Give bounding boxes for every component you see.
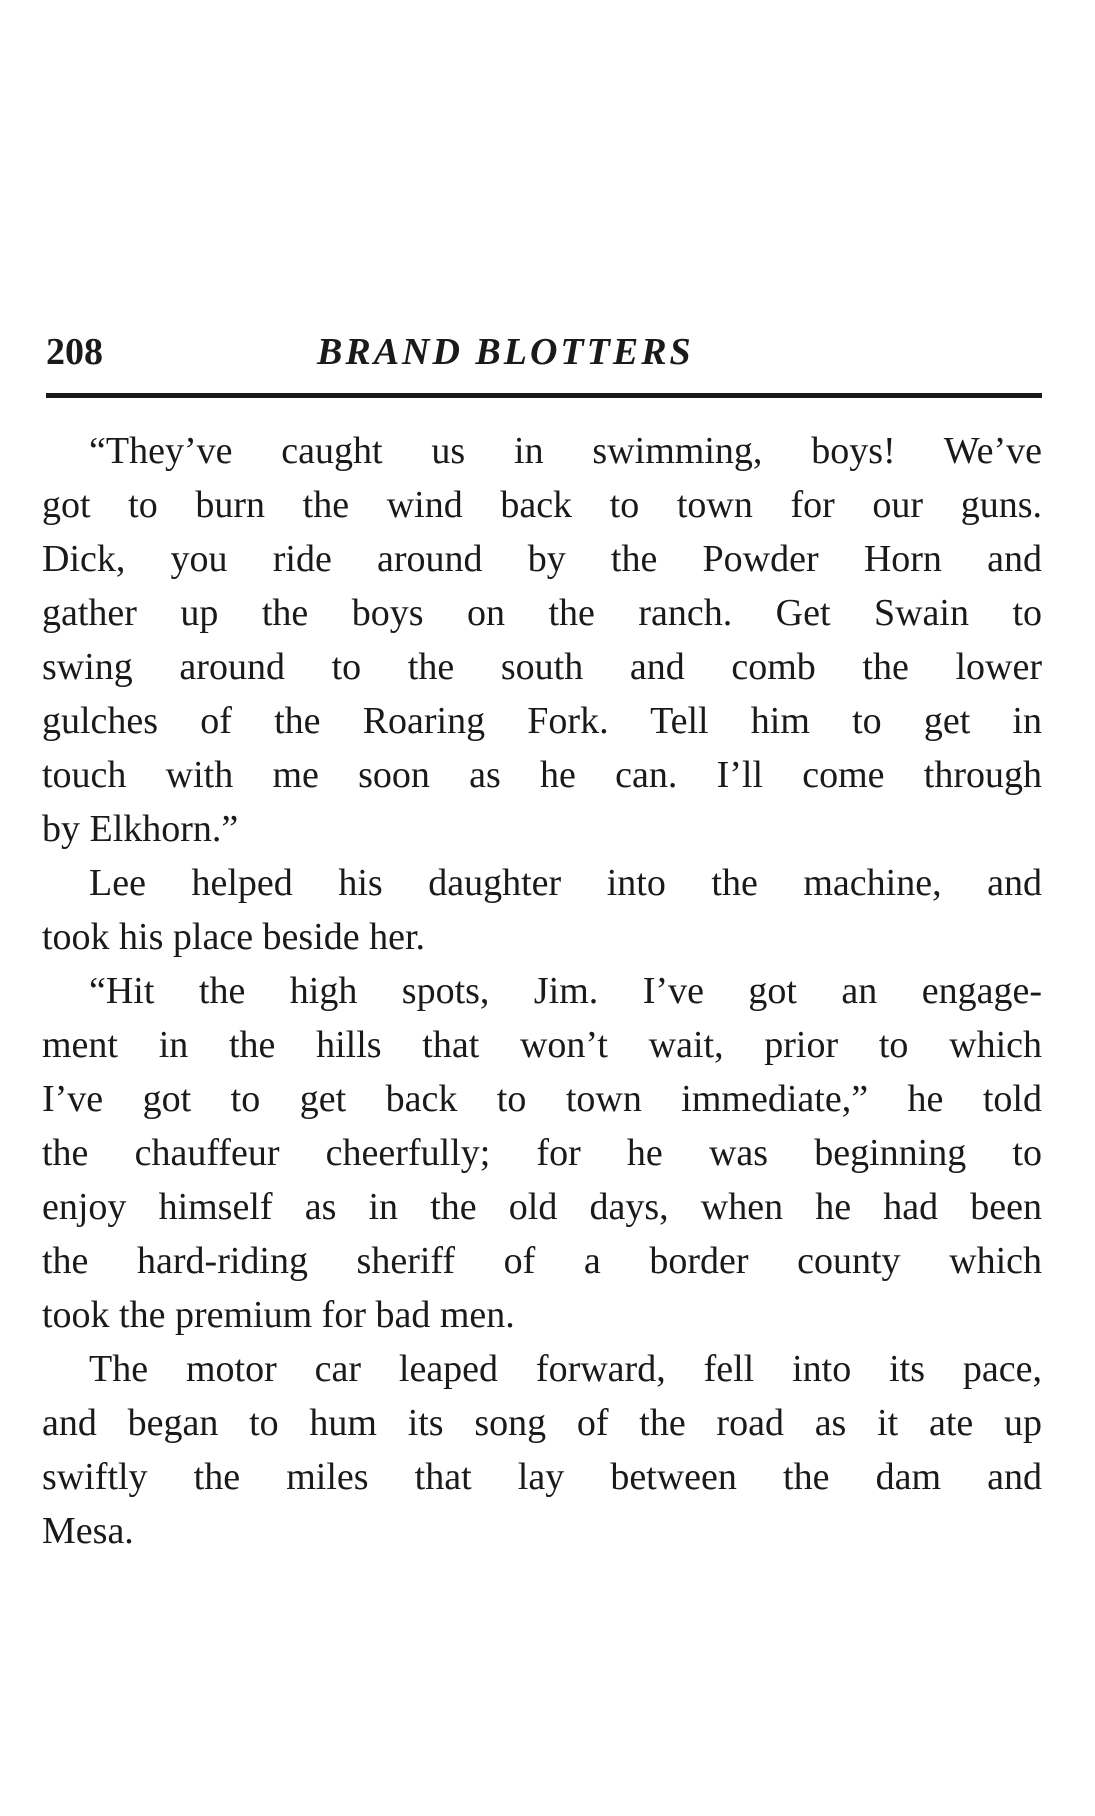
text-line: touch with me soon as he can. I’ll come through: [42, 754, 1042, 796]
text-line: Lee helped his daughter into the machine, and: [89, 862, 1042, 904]
text-line: Mesa.: [42, 1510, 134, 1552]
text-line: by Elkhorn.”: [42, 808, 239, 850]
text-line: Dick, you ride around by the Powder Horn and: [42, 538, 1042, 580]
text-line: got to burn the wind back to town for our guns.: [42, 484, 1042, 526]
paragraph-4: [42, 1342, 1042, 1558]
text-line: took the premium for bad men.: [42, 1294, 515, 1336]
text-line: took his place beside her.: [42, 916, 426, 958]
body-text: [42, 424, 1042, 1558]
paragraph-3: [42, 964, 1042, 1342]
running-head: [46, 330, 1042, 380]
text-line: gulches of the Roaring Fork. Tell him to get in: [42, 700, 1042, 742]
text-line: and began to hum its song of the road as it ate up: [42, 1402, 1042, 1444]
text-line: “They’ve caught us in swimming, boys! We’ve: [89, 430, 1042, 472]
header-rule: [46, 393, 1042, 398]
page-number: 208: [46, 331, 103, 373]
paragraph-1: [42, 424, 1042, 856]
text-line: I’ve got to get back to town immediate,” he told: [42, 1078, 1042, 1120]
text-line: gather up the boys on the ranch. Get Swain to: [42, 592, 1042, 634]
book-title: BRAND BLOTTERS: [317, 331, 694, 373]
text-line: The motor car leaped forward, fell into its pace,: [89, 1348, 1042, 1390]
text-line: swing around to the south and comb the lower: [42, 646, 1042, 688]
text-line: the chauffeur cheerfully; for he was beginning to: [42, 1132, 1042, 1174]
text-line: ment in the hills that won’t wait, prior to which: [42, 1024, 1042, 1066]
text-line: the hard-riding sheriff of a border county which: [42, 1240, 1042, 1282]
paragraph-2: [42, 856, 1042, 964]
text-line: enjoy himself as in the old days, when he had been: [42, 1186, 1042, 1228]
text-line: “Hit the high spots, Jim. I’ve got an engage-: [89, 970, 1042, 1012]
text-line: swiftly the miles that lay between the dam and: [42, 1456, 1042, 1498]
